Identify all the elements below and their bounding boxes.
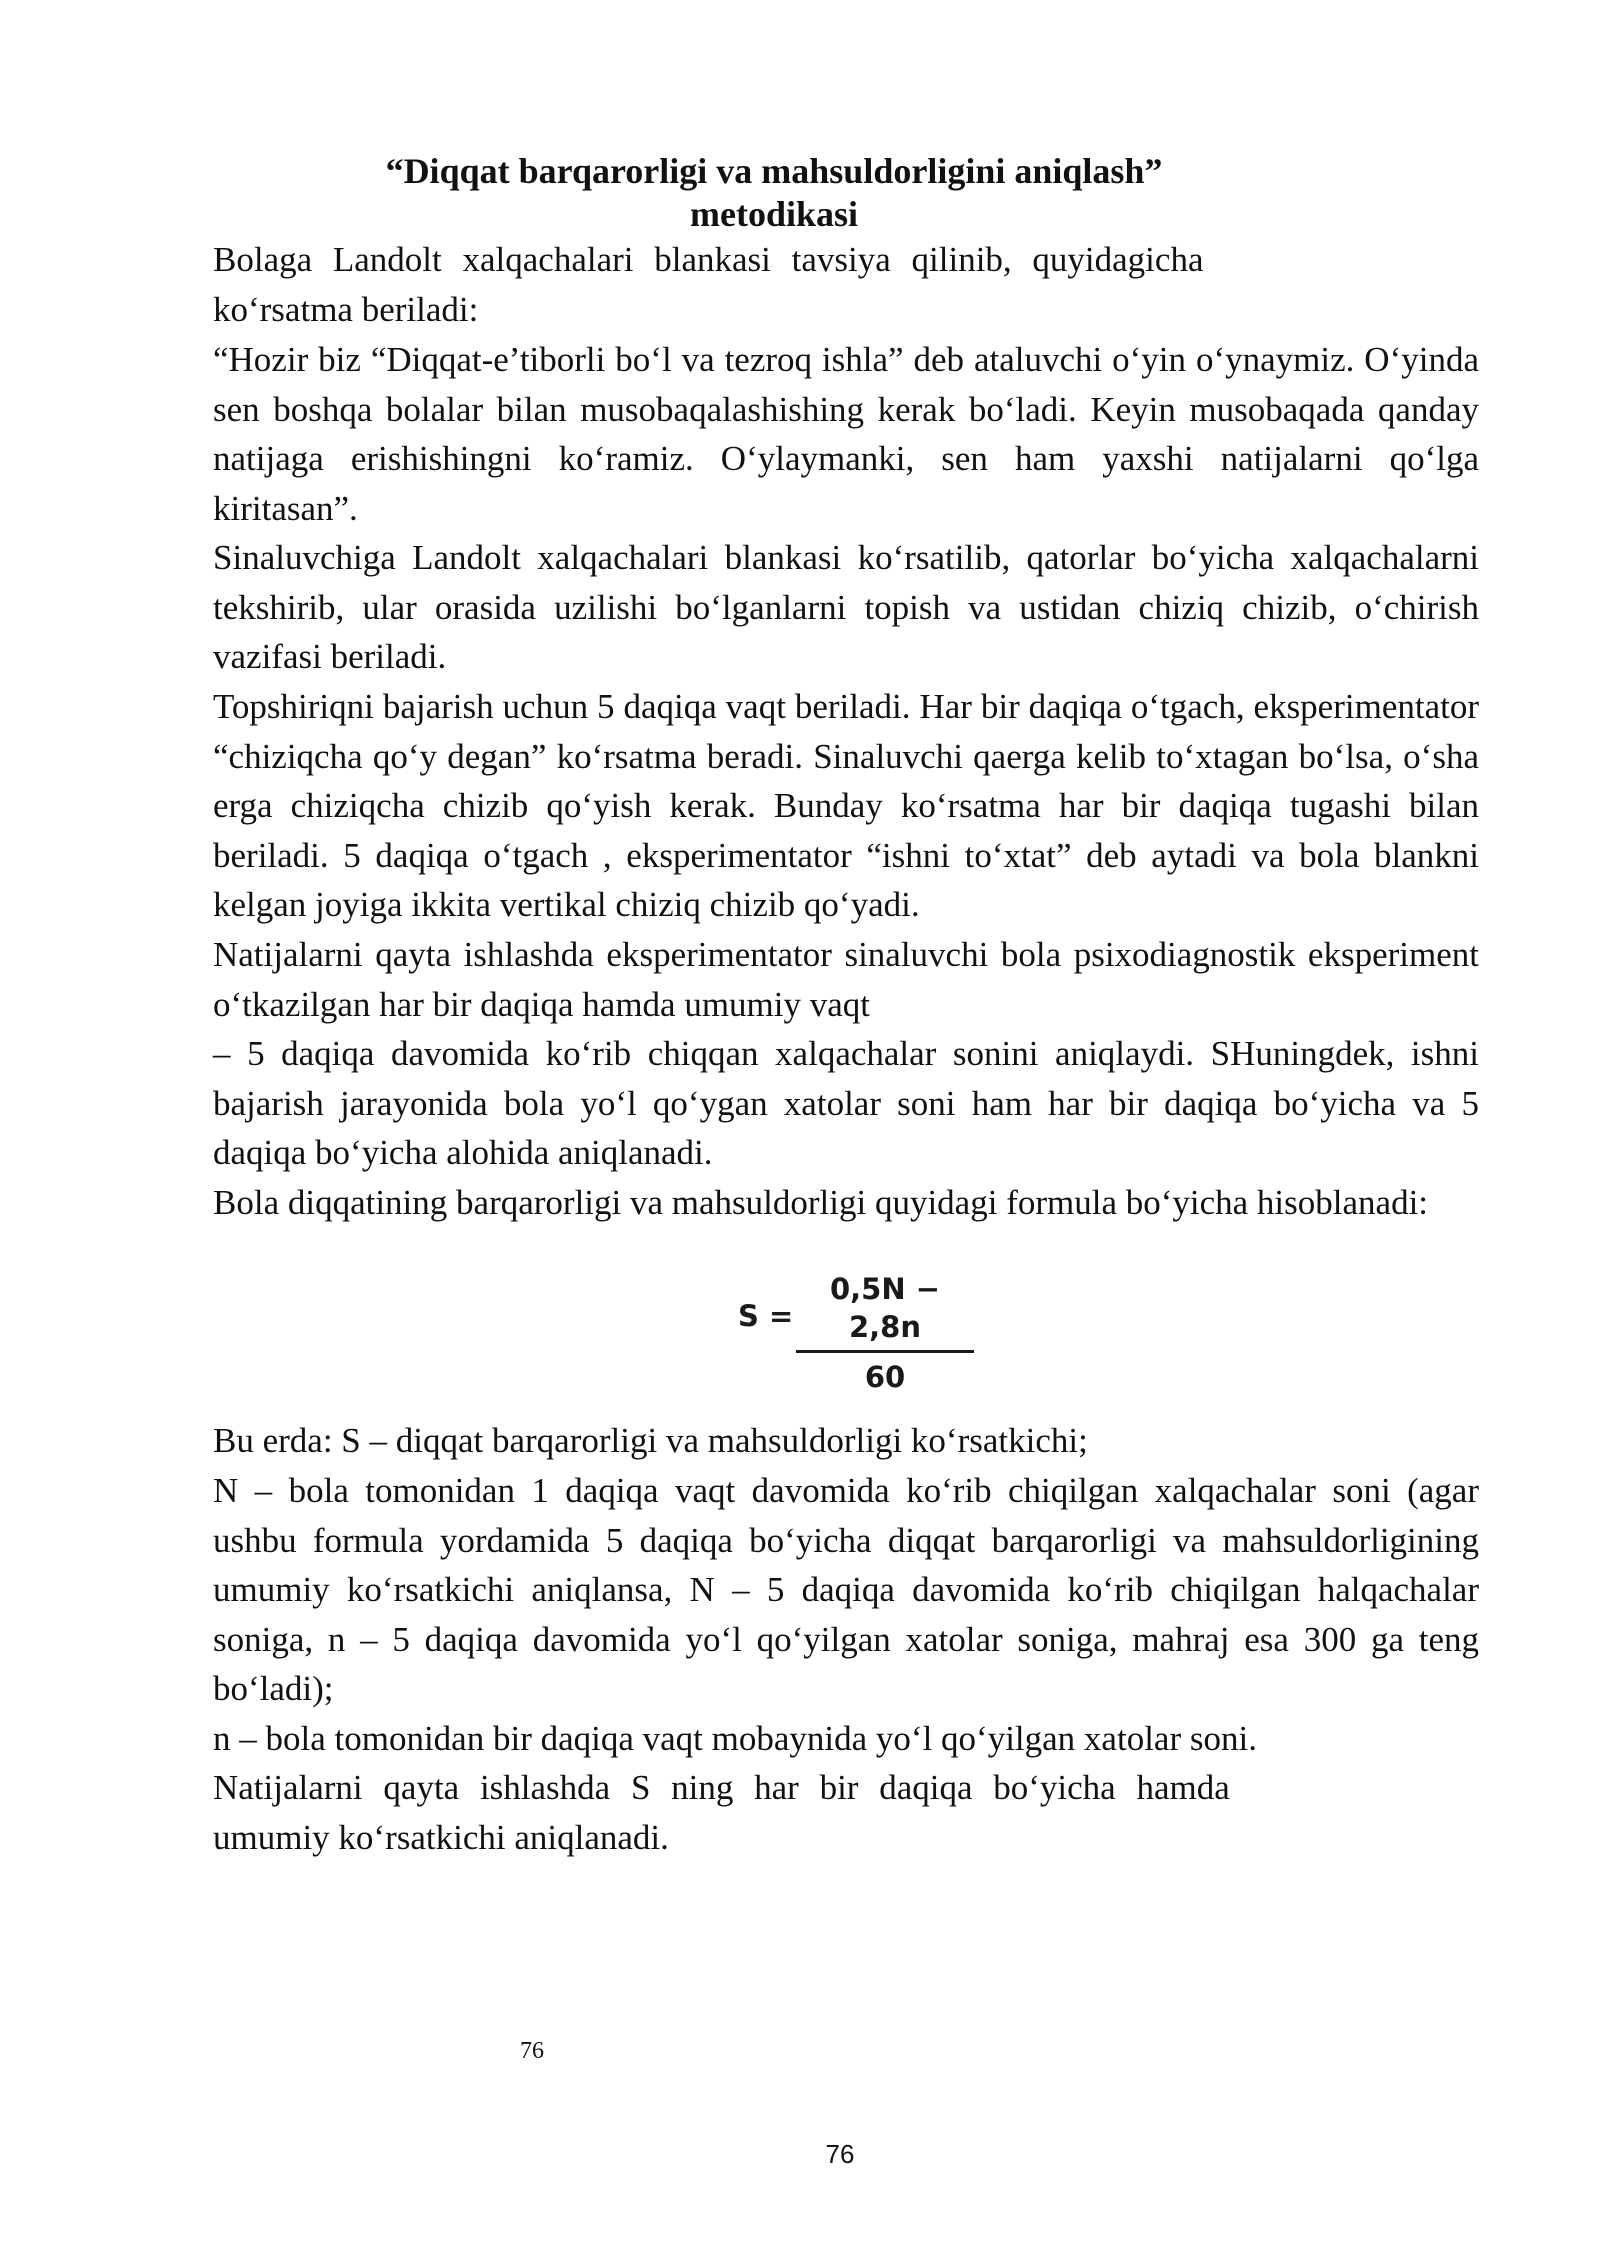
formula-denominator: 60 [864,1360,906,1394]
paragraph-1-line-1: Bolaga Landolt xalqachalari blankasi tavsiya qilinib, quyidagicha [213,240,1204,279]
paragraph-3: Sinaluvchiga Landolt xalqachalari blankasi ko‘rsatilib, qatorlar bo‘yicha xalqachalarni tekshirib, ular orasida uzilishi bo‘lganlarni topish va ustidan chiziq chizib, o‘chirish vazifasi beriladi. [213,538,1479,676]
paragraph-2: “Hozir biz “Diqqat-e’tiborli bo‘l va tezroq ishla” deb ataluvchi o‘yin o‘ynaymiz. O‘yinda sen boshqa bolalar bilan musobaqalashishing kerak bo‘ladi. Keyin musobaqada qanday natijaga erishishingni ko‘ramiz. O‘ylaymanki, sen ham yaxshi natijalarni qo‘lga kiritasan”. [213,340,1479,528]
formula-lhs: S = [738,1299,794,1333]
paragraph-4: Topshiriqni bajarish uchun 5 daqiqa vaqt beriladi. Har bir daqiqa o‘tgach, eksperimentator “chiziqcha qo‘y degan” ko‘rsatma beradi. Sinaluvchi qaerga kelib to‘xtagan bo‘lsa, o‘sha erga chiziqcha chizib qo‘yish kerak. Bunday ko‘rsatma har bir daqiqa tugashi bilan beriladi. 5 daqiqa o‘tgach , eksperimentator “ishni to‘xtat” deb aytadi va bola blankni kelgan joyiga ikkita vertikal chiziq chizib qo‘yadi. [213,687,1479,924]
title-line-1: “Diqqat barqarorligi va mahsuldorligini aniqlash” [385,151,1163,191]
title-line-2: metodikasi [689,194,858,234]
paragraph-6: – 5 daqiqa davomida ko‘rib chiqqan xalqachalar sonini aniqlaydi. SHuningdek, ishni bajarish jarayonida bola yo‘l qo‘ygan xatolar soni ham har bir daqiqa bo‘yicha va 5 daqiqa bo‘yicha alohida aniqlanadi. [213,1034,1479,1172]
paragraph-5: Natijalarni qayta ishlashda eksperimentator sinaluvchi bola psixodiagnostik eksperiment o‘tkazilgan har bir daqiqa hamda umumiy vaqt [213,935,1479,1024]
paragraph-11-line-1: Natijalarni qayta ishlashda S ning har bir daqiqa bo‘yicha hamda [213,1768,1230,1807]
footer-page-number: 76 [825,2139,855,2169]
paragraph-10: n – bola tomonidan bir daqiqa vaqt mobaynida yo‘l qo‘yilgan xatolar soni. [213,1719,1257,1758]
formula-numerator: 0,5N − 2,8n [829,1272,941,1344]
formula-fraction [796,1270,974,1395]
paragraph-9: N – bola tomonidan 1 daqiqa vaqt davomida ko‘rib chiqilgan xalqachalar soni (agar ushbu formula yordamida 5 daqiqa bo‘yicha diqqat barqarorligi va mahsuldorligining umumiy ko‘rsatkichi aniqlansa, N – 5 daqiqa davomida ko‘rib chiqilgan halqachalar soniga, n – 5 daqiqa davomida yo‘l qo‘yilgan xatolar soniga, mahraj esa 300 ga teng bo‘ladi); [213,1471,1479,1708]
paragraph-1-line-2: ko‘rsatma beriladi: [213,290,479,329]
paragraph-8: Bu erda: S – diqqat barqarorligi va mahsuldorligi ko‘rsatkichi; [213,1421,1088,1460]
paragraph-7: Bola diqqatining barqarorligi va mahsuldorligi quyidagi formula bo‘yicha hisoblanadi: [213,1183,1429,1222]
fraction-bar [796,1350,974,1353]
inner-page-number: 76 [520,2038,544,2064]
stability-formula [738,1270,978,1394]
paragraph-11-line-2: umumiy ko‘rsatkichi aniqlanadi. [213,1818,669,1857]
